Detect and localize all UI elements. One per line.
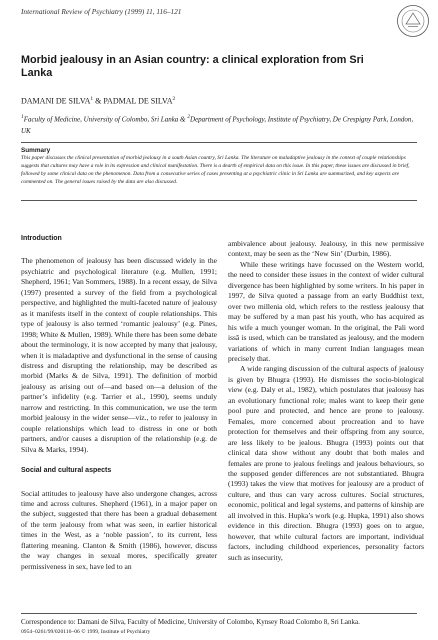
author-affiliation-mark: 2 <box>172 96 176 102</box>
author-separator: & <box>93 96 104 106</box>
footer <box>21 617 421 637</box>
summary-heading: Summary <box>21 147 51 154</box>
section-heading-social-cultural: Social and cultural aspects <box>21 467 112 475</box>
article-title: Morbid jealousy in an Asian country: a clinical exploration from Sri Lanka <box>21 54 364 79</box>
summary-bottom-rule <box>21 200 417 201</box>
affiliation-mark: 1 <box>21 114 24 120</box>
summary-top-rule <box>21 142 417 143</box>
issn-copyright: 0954–0261/99/020116–06 © 1999, Institute of Psychiatry <box>21 629 151 635</box>
body-paragraph: The phenomenon of jealousy has been discussed widely in the psychiatric and psychological literature (e.g. Mullen, 1991; Shepherd, 1961; Van Sommers, 1988). In a recent essay, de Silva (1997) presented a survey of the field from a psychological perspective, and highlighted the multi-faceted nature of jealousy as it manifests itself in the context of couple relationships. This type of jealousy is also termed ‘romantic jealousy’ (e.g. Pines, 1998; White & Mullen, 1989). While there has been some debate about the terminology, it is now accepted by many that jealousy, when it is maladaptive and dysfunctional in the sense of causing distress and disrupting the relationship, may be described as morbid (Marks & de Silva, 1991). The definition of morbid jealousy as arising out of—and based on—a delusion of the partner’s infidelity (e.g. Tarrier et al., 1990), seems unduly narrow and restricting. In this communication, we use the term morbid jealousy in the wider sense—viz., to refer to jealousy in couple relationships which lead to distress in one or both partners, and/or causes a disruption of the relationship (e.g. de Silva & Marks, 1994). <box>21 256 217 454</box>
author-line <box>21 96 175 106</box>
footer-rule <box>21 613 417 614</box>
summary-text: This paper discusses the clinical presentation of morbid jealousy in a south Asian country, Sri Lanka. The literature on maladaptive jealousy in the context of couple relationships suggests that cultures may have a role in its expression and clinical manifestation. There is a dearth of empirical data on this issue. In this paper, these issues are discussed in brief, followed by some clinical data on the phenomenon. Data from a consecutive series of cases presenting at a psychiatric clinic in Sri Lanka are summarized, and key aspects are commented on. The general issues raised by the data are also discussed. <box>21 155 410 185</box>
affiliation-mark: 2 <box>187 114 191 120</box>
journal-citation: International Review of Psychiatry (1999) 11, 116–121 <box>21 7 182 16</box>
affiliation-text: Faculty of Medicine, University of Colombo, Sri Lanka & <box>23 115 188 124</box>
affiliations <box>21 112 421 137</box>
author-affiliation-mark: 1 <box>90 96 94 102</box>
left-column <box>21 234 217 572</box>
affiliation-text: Department of Psychology, Institute of Psychiatry, De Crespigny Park, London, UK <box>21 115 414 135</box>
publisher-logo <box>394 4 432 38</box>
body-paragraph: A wide ranging discussion of the cultural aspects of jealousy is given by Bhugra (1993). He dismisses the socio-biological view (e.g. Daly et al., 1982), which postulates that jealousy has an evolutionary functional role; males want to keep their gene pool pure and protected, and hence are prone to jealousy. Females, more concerned about procreation and to have protection for themselves and their offspring from any source, are less likely to be jealous. Bhugra (1993) points out that clinical data show without any doubt that both males and females are prone to jealous feelings and jealous behaviours, so the supposed gender differences are not substantiated. Bhugra (1993) takes the view that motives for jealousy are a product of culture, and thus can vary across cultures. Social structures, economic, political and legal systems, and patterns of kinship are all involved in this. Hupka’s work (e.g. Hupka, 1991) also shows evidence in this direction. Bhugra (1993) goes on to argue, however, that while cultural factors are important, individual factors, including childhood experiences, personality factors such as insecurity, <box>228 364 424 562</box>
body-paragraph: While these writings have focussed on the Western world, the need to consider these issues in the context of wider cultural divergence has been highlighted by some writers. In his paper in 1997, de Silva quoted a passage from an early Buddhist text, over two millenia old, which refers to the restless jealousy that may be suffered by a man past his youth, who has acquired as his wife a much younger woman. In the original, the Pali word issā is used, which can be translated as jealousy, and the modern variations of which in many current Indian languages mean precisely that. <box>228 259 424 363</box>
author-name: DAMANI DE SILVA <box>21 96 91 106</box>
body-paragraph: ambivalence about jealousy. Jealousy, in this new permissive context, may be seen as the ‘New Sin’ (Durbin, 1986). <box>228 239 424 259</box>
right-column <box>228 239 424 563</box>
correspondence-note: Correspondence to: Damani de Silva, Faculty of Medicine, University of Colombo, Kynsey Road Colombo 8, Sri Lanka. <box>21 618 360 626</box>
body-paragraph: Social attitudes to jealousy have also undergone changes, across time and across cultures. Shepherd (1961), in a major paper on the subject, suggested that there has been a gradual debasement of the term jealousy from what was seen, in earlier historical times in the West, as a ‘noble passion’, to its current, less flattering meaning. Clanton & Smith (1986), however, discuss the way changes in sexual mores, specifically greater permissiveness in sex, have led to an <box>21 488 217 571</box>
section-heading-introduction: Introduction <box>21 235 62 242</box>
author-name: PADMAL DE SILVA <box>103 96 173 106</box>
